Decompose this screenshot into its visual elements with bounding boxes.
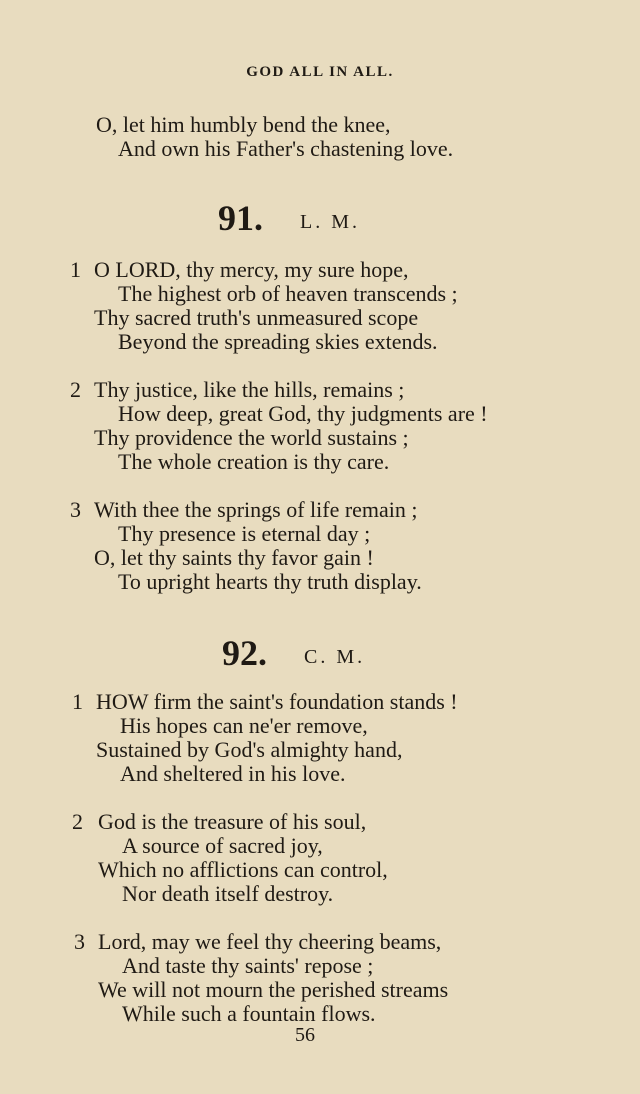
hymn-meter: L. M.: [300, 211, 360, 233]
running-head: GOD ALL IN ALL.: [246, 64, 394, 80]
stanza-number: 1: [70, 257, 81, 282]
verse-line: O LORD, thy mercy, my sure hope,: [94, 257, 409, 282]
verse-line: Beyond the spreading skies extends.: [118, 329, 438, 354]
verse-line: While such a fountain flows.: [122, 1001, 376, 1026]
stanza-number: 2: [70, 377, 81, 402]
continuation-line: And own his Father's chastening love.: [118, 136, 454, 161]
verse-line: God is the treasure of his soul,: [98, 809, 367, 834]
verse-line: A source of sacred joy,: [122, 833, 323, 858]
verse-line: And sheltered in his love.: [120, 761, 346, 786]
hymn-number: 91.: [218, 198, 263, 238]
verse-line: With thee the springs of life remain ;: [94, 497, 418, 522]
stanza-number: 3: [70, 497, 81, 522]
verse-line: Lord, may we feel thy cheering beams,: [98, 929, 442, 954]
stanza-number: 1: [72, 689, 83, 714]
verse-line: HOW firm the saint's foundation stands !: [96, 689, 458, 714]
verse-line: Which no afflictions can control,: [98, 857, 388, 882]
stanza-number: 3: [74, 929, 85, 954]
verse-line: The highest orb of heaven transcends ;: [118, 281, 458, 306]
stanza-number: 2: [72, 809, 83, 834]
verse-line: Thy presence is eternal day ;: [118, 521, 371, 546]
verse-line: And taste thy saints' repose ;: [122, 953, 374, 978]
verse-line: O, let thy saints thy favor gain !: [94, 545, 374, 570]
verse-line: Thy justice, like the hills, remains ;: [94, 377, 405, 402]
verse-line: We will not mourn the perished streams: [98, 977, 449, 1002]
verse-line: To upright hearts thy truth display.: [118, 569, 422, 594]
hymn-meter: C. M.: [304, 646, 366, 668]
verse-line: Thy providence the world sustains ;: [94, 425, 409, 450]
verse-line: His hopes can ne'er remove,: [120, 713, 368, 738]
continuation-line: O, let him humbly bend the knee,: [96, 112, 391, 137]
page-number: 56: [295, 1024, 315, 1046]
verse-line: Sustained by God's almighty hand,: [96, 737, 403, 762]
verse-line: Thy sacred truth's unmeasured scope: [94, 305, 419, 330]
verse-line: Nor death itself destroy.: [122, 881, 334, 906]
hymn-number: 92.: [222, 633, 267, 673]
verse-line: The whole creation is thy care.: [118, 449, 390, 474]
verse-line: How deep, great God, thy judgments are !: [118, 401, 488, 426]
